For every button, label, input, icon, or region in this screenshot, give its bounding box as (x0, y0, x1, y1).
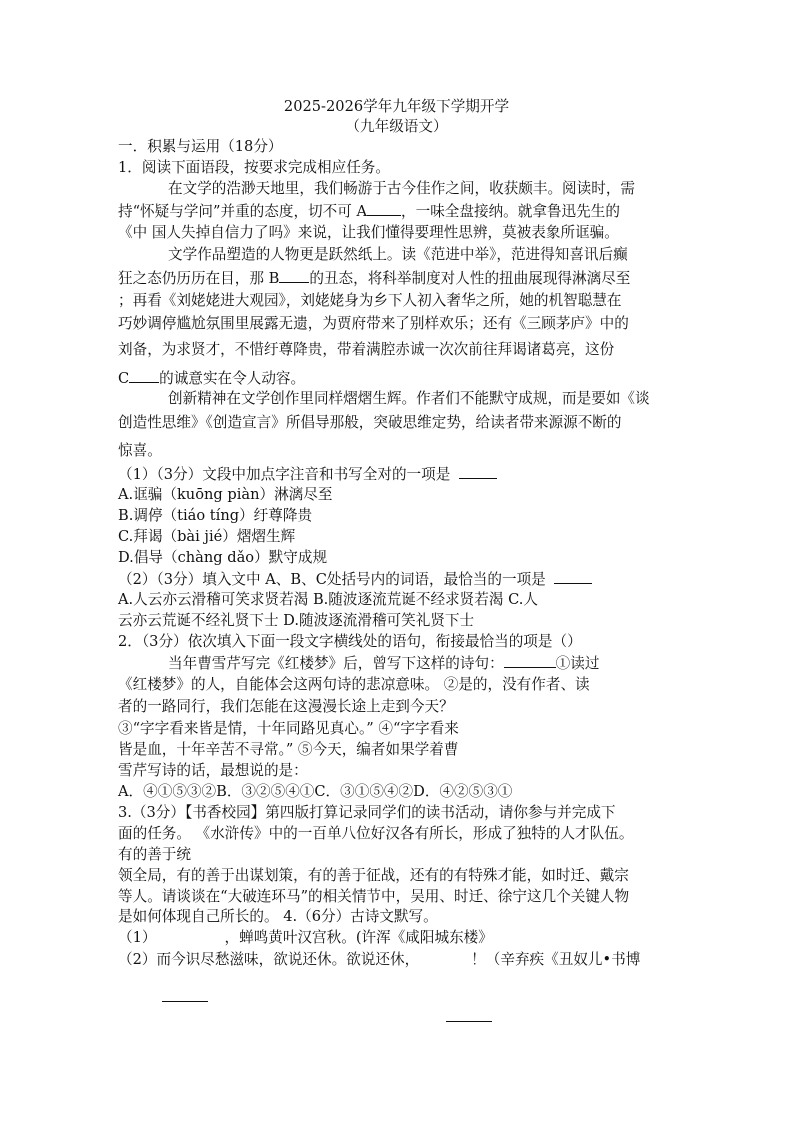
blank-b[interactable] (279, 268, 309, 283)
section-heading: 一．积累与运用（18分） (118, 138, 283, 155)
q4-item1-number: （1） (118, 929, 157, 946)
q1-p2-line5: 刘备，为求贤才，不惜纡尊降贵，带着满腔赤诚一次次前往拜谒诸葛亮，这份 (118, 341, 615, 358)
q1-p1-line3: 《中 国人失掉自信力了吗》来说，让我们懂得要理性思辨，莫被表象所诓骗。 (118, 224, 619, 241)
q3-line6 (118, 907, 438, 927)
q1-sub1-option-b: B.调停（tiáo tíng）纡尊降贵 (118, 507, 313, 524)
q1-p3-line3: 惊喜。 (118, 442, 162, 459)
q3-line1: 3.（3分）【书香校园】第四版打算记录同学们的读书活动，请你参与并完成下 (118, 804, 616, 821)
q1-sub2-line2: 云亦云荒诞不经礼贤下士 D.随波逐流滑稽可笑礼贤下士 (118, 612, 475, 629)
q3-line2: 面的任务。 《水浒传》中的一百单八位好汉各有所长，形成了独特的人才队伍。 (118, 825, 634, 842)
exam-title: 2025-2026学年九年级下学期开学 (283, 98, 510, 115)
q1-p2-line4: 巧妙调停尴尬氛围里展露无遗，为贾府带来了别样欢乐；还有《三顾茅庐》中的 (118, 315, 629, 332)
q2-options: A．④①⑤③②B．③②⑤④①C．③①⑤④②D．④②⑤③① (118, 783, 513, 800)
q2-line5: 皆是血，十年辛苦不寻常。” ⑤今天，编者如果学着曹 (118, 741, 459, 758)
answer-line-1[interactable] (162, 1001, 208, 1002)
q4-item1 (118, 928, 493, 948)
q2-line2: 《红楼梦》的人，自能体会这两句诗的悲凉意味。 ②是的，没有作者、读 (118, 676, 590, 693)
blank-c[interactable] (129, 368, 159, 383)
q3-line6-text: 是如何体现自己所长的。 (118, 908, 279, 925)
exam-subtitle: （九年级语文） (345, 118, 448, 135)
q2-line6: 雪芹写诗的话，最想说的是： (118, 762, 308, 779)
q2-line1 (168, 653, 599, 674)
q2-stem: 2．（3分）依次填入下面一段文字横线处的语句，衔接最恰当的项是（） (118, 633, 582, 650)
q2-line4: ③“字字看来皆是情，十年同路见真心。” ④“字字看来 (118, 720, 459, 737)
q1-sub1-stem (118, 464, 497, 485)
q1-sub1-stem-text: （1）（3分）文段中加点字注音和书写全对的一项是 (118, 466, 451, 483)
q4-item2-text-b: ！（辛弃疾《丑奴儿•书博 (471, 951, 641, 968)
q1-p2-line6-b: 的诚意实在令人动容。 (159, 370, 306, 387)
q4-item2 (118, 950, 640, 970)
q3-line5: 等人。请谈谈在“大破连环马”的相关情节中，吴用、时迁、徐宁这几个关键人物 (118, 888, 630, 905)
q4-item1-text: ，蝉鸣黄叶汉宫秋。(许浑《咸阳城东楼》 (224, 929, 493, 946)
blank-a[interactable] (367, 201, 401, 216)
q1-p2-line2-a: 狂之态仍历历在目，那 B (118, 270, 280, 287)
q1-p1-line2 (118, 201, 620, 222)
q1-p2-line2-b: 的丑态，将科举制度对人性的扭曲展现得淋漓尽至 (309, 270, 631, 287)
q1-p1-line1: 在文学的浩渺天地里，我们畅游于古今佳作之间，收获颇丰。阅读时，需 (168, 180, 636, 197)
q1-p2-line6-a: C (118, 370, 130, 387)
q2-line3: 者的一路同行，我们怎能在这漫漫长途上走到今天？ (118, 698, 454, 715)
q2-line1-a: 当年曹雪芹写完《红楼梦》后，曾写下这样的诗句： (168, 655, 504, 672)
q1-sub2-stem-text: （2）（3分）填入文中 A、B、C处括号内的词语，最恰当的一项是 (118, 571, 546, 588)
q1-stem: 1．阅读下面语段，按要求完成相应任务。 (118, 159, 390, 176)
answer-line-2[interactable] (446, 1021, 492, 1022)
q1-sub2-stem (118, 569, 592, 590)
q2-poem-blank[interactable] (504, 653, 556, 668)
q3-line3: 有的善于统 (118, 846, 191, 863)
q1-p3-line2: 创造性思维》《创造宣言》所倡导那般，突破思维定势，给读者带来源源不断的 (118, 414, 622, 431)
q1-sub1-option-d: D.倡导（chàng dǎo）默守成规 (118, 549, 328, 566)
q1-p2-line1: 文学作品塑造的人物更是跃然纸上。读《范进中举》，范进得知喜讯后癫 (168, 246, 628, 263)
q1-p2-line6 (118, 368, 305, 389)
q3-line4: 领全局，有的善于出谋划策，有的善于征战，还有的有特殊才能，如时迁、戴宗 (118, 867, 629, 884)
q1-p2-line2 (118, 268, 630, 289)
q1-sub1-option-a: A.诓骗（kuōng piàn）淋漓尽至 (118, 486, 333, 503)
q1-sub2-line1: A.人云亦云滑稽可笑求贤若渴 B.随波逐流荒诞不经求贤若渴 C.人 (118, 591, 538, 608)
q4-item2-text-a: （2）而今识尽愁滋味，欲说还休。欲说还休， (118, 951, 420, 968)
q1-p1-line2-b: ，一味全盘接纳。就拿鲁迅先生的 (401, 203, 620, 220)
q1-sub1-answer-blank[interactable] (459, 464, 497, 479)
q2-line1-b: ①读过 (555, 655, 600, 672)
q1-p1-line2-a: 持“怀疑与学问”并重的态度，切不可 A (118, 203, 368, 220)
q1-p3-line1: 创新精神在文学创作里同样熠熠生辉。作者们不能默守成规，而是要如《谈 (168, 390, 650, 407)
q4-stem: 4.（6分）古诗文默写。 (283, 908, 438, 925)
q1-p2-line3: ；再看《刘姥姥进大观园》，刘姥姥身为乡下人初入奢华之所，她的机智聪慧在 (118, 292, 622, 309)
q1-sub2-answer-blank[interactable] (554, 569, 592, 584)
q1-sub1-option-c: C.拜谒（bài jié）熠熠生辉 (118, 528, 296, 545)
